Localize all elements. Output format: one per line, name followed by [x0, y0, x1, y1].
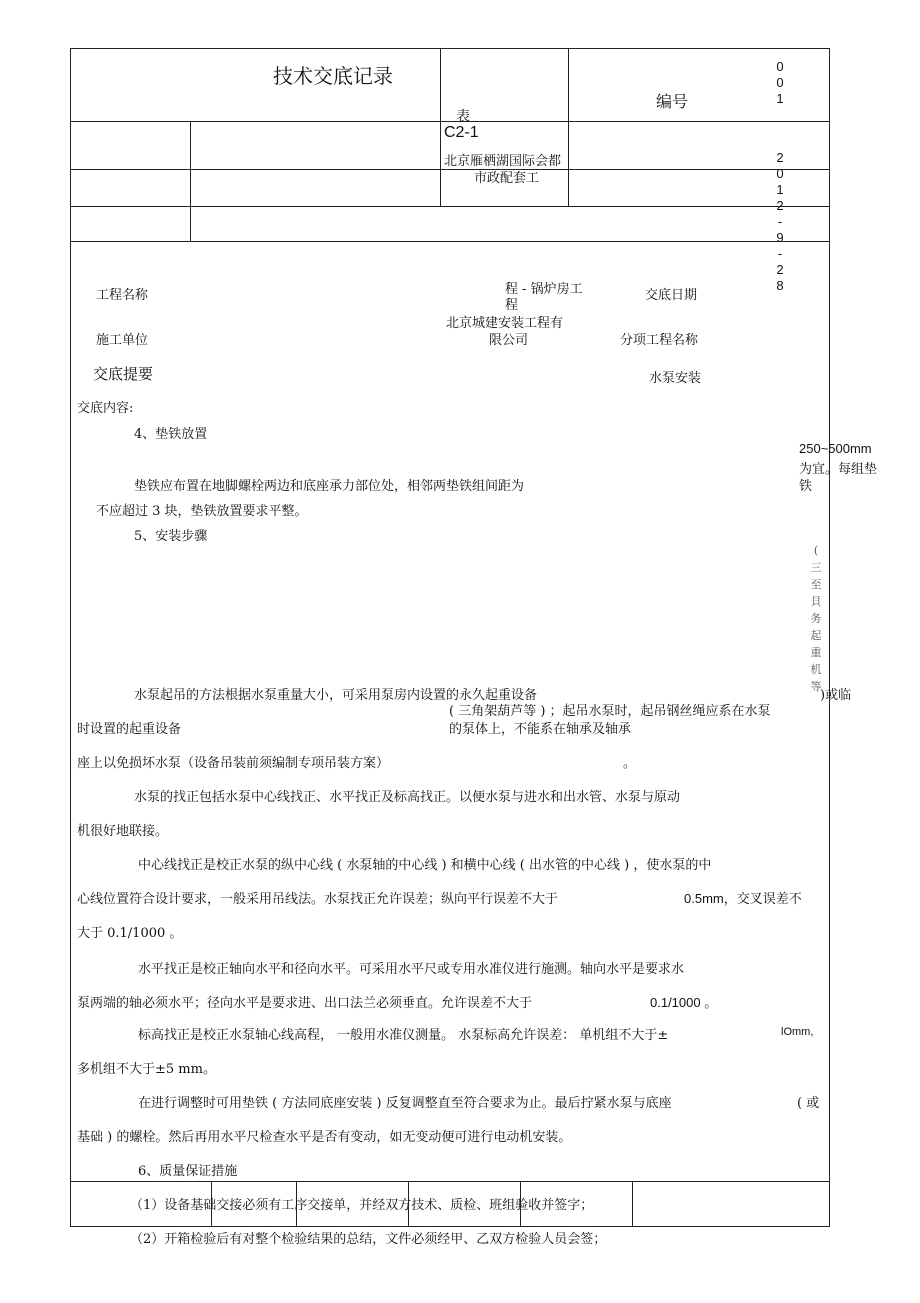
paragraph: 座上以免损坏水泵（设备吊装前须编制专项吊装方案） [77, 756, 390, 771]
sub-project-value: 水泵安装 [649, 371, 702, 386]
paragraph-value: 0.1/1000 。 [650, 995, 718, 1010]
section-4-paragraph-2: 不应超过 3 块，垫铁放置要求平整。 [96, 504, 308, 519]
table-border-right [829, 48, 830, 1226]
table-rule [70, 121, 830, 122]
construction-unit-value-line2: 限公司 [489, 333, 529, 348]
paragraph-dot: 。 [623, 756, 637, 771]
paragraph: 大于 0.1/1000 。 [77, 926, 183, 941]
table-rule [70, 241, 830, 242]
construction-unit-value-line1: 北京城建安装工程有 [446, 316, 564, 331]
form-label: 表 [456, 109, 470, 125]
section-4-paragraph: 垫铁应布置在地脚螺栓两边和底座承力部位处，相邻两垫铁组间距为 [134, 479, 525, 494]
sub-project-label: 分项工程名称 [620, 333, 699, 348]
table-border-bottom [70, 1226, 830, 1227]
content-label: 交底内容: [77, 401, 134, 416]
paragraph: 多机组不大于±5 mm。 [77, 1062, 216, 1077]
list-item: （1）设备基础交接必须有工序交接单，并经双方技术、质检、班组验收并签字； [130, 1198, 594, 1213]
construction-unit-label: 施工单位 [96, 333, 149, 348]
table-rule [190, 121, 191, 241]
table-border-left [70, 48, 71, 1226]
spacing-range-text: 250~500mm [799, 441, 872, 456]
list-item: （2）开箱检验后有对整个检验结果的总结，文件必须经甲、乙双方检验人员会签； [130, 1232, 607, 1247]
document-title: 技术交底记录 [273, 64, 393, 88]
paragraph-end: )或临 [820, 688, 852, 703]
paragraph: 水平找正是校正轴向水平和径向水平。可采用水平尺或专用水准仪进行施测。轴向水平是要求水 [138, 962, 685, 977]
form-code: C2-1 [444, 124, 479, 141]
disclosure-date-label: 交底日期 [645, 288, 698, 303]
table-border-top [70, 48, 830, 49]
section-4-title: 4、垫铁放置 [134, 427, 208, 442]
project-name-value-line3: 程 - 锅炉房工 [505, 282, 583, 297]
table-rule [70, 206, 830, 207]
spacing-range-text-2: 为宜。每组垫 [799, 462, 878, 477]
paragraph: 在进行调整时可用垫铁 ( 方法同底座安装 ) 反复调整直至符合要求为止。最后拧紧水泵与底座 [138, 1096, 672, 1111]
project-name-value-line1: 北京雁栖湖国际会都 [444, 154, 562, 169]
paragraph: 机很好地联接。 [77, 824, 169, 839]
paragraph-value: lOmm, [781, 1026, 814, 1038]
spacing-range-text-3: 铁 [799, 479, 813, 494]
section-5-title: 5、安装步骤 [134, 529, 208, 544]
table-rule [568, 48, 569, 206]
paragraph-value: 0.5mm，交叉误差不 [684, 891, 802, 906]
paragraph: 中心线找正是校正水泵的纵中心线 ( 水泵轴的中心线 ) 和横中心线 ( 出水管的中心线 ) ，使水泵的中 [138, 858, 712, 873]
vertical-annotation: ( 三 至 貝 务 起 重 机 等 [810, 544, 822, 693]
paragraph-inset: 的泵体上，不能系在轴承及轴承 [449, 722, 632, 737]
table-rule [70, 169, 830, 170]
summary-label: 交底提要 [93, 365, 154, 383]
number-value: 0 0 1 [776, 59, 784, 106]
paragraph: 时设置的起重设备 [77, 722, 182, 737]
project-name-value-line2: 市政配套工 [474, 171, 540, 186]
paragraph-end: ( 或 [797, 1096, 820, 1111]
table-rule [632, 1181, 633, 1226]
paragraph-inset: ( 三角架葫芦等 ) ；起吊水泵时，起吊钢丝绳应系在水泵 [449, 704, 771, 719]
disclosure-date-value: 2 0 1 2 - 9 - 2 8 [776, 150, 784, 293]
section-6-title: 6、质量保证措施 [138, 1164, 238, 1179]
project-name-label: 工程名称 [96, 288, 149, 303]
paragraph: 水泵起吊的方法根据水泵重量大小，可采用泵房内设置的永久起重设备 [134, 688, 538, 703]
project-name-value-line4: 程 [505, 298, 519, 313]
paragraph: 泵两端的轴必须水平；径向水平是要求进、出口法兰必须垂直。允许误差不大于 [77, 996, 533, 1011]
paragraph: 心线位置符合设计要求，一般采用吊线法。水泵找正允许误差；纵向平行误差不大于 [77, 892, 559, 907]
number-label: 编号 [656, 92, 689, 111]
table-rule [70, 1181, 830, 1182]
paragraph: 水泵的找正包括水泵中心线找正、水平找正及标高找正。以便水泵与进水和出水管、水泵与原动 [134, 790, 681, 805]
paragraph: 基础 ) 的螺栓。然后再用水平尺检查水平是否有变动，如无变动便可进行电动机安装。 [77, 1130, 572, 1145]
table-rule [440, 48, 441, 206]
paragraph: 标高找正是校正水泵轴心线高程， 一般用水准仪测量。 水泵标高允许误差： 单机组不大于± [138, 1028, 669, 1043]
